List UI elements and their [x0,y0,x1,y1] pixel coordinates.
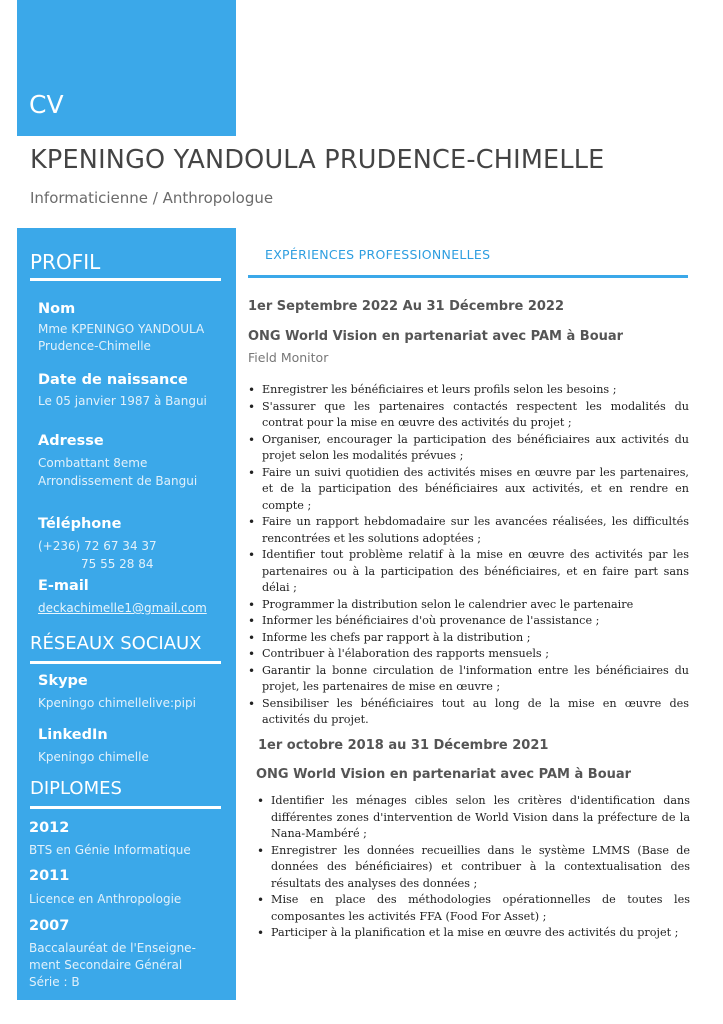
nom-line: Mme KPENINGO YANDOULA [38,322,205,336]
diplomas-title: DIPLOMES [30,778,122,799]
job-task: • Sensibiliser les bénéficiaires tout au long de la mise en œuvre des activités du projet. [248,696,689,729]
job-task: • Informe les chefs par rapport à la distribution ; [248,630,689,647]
profil-title: PROFIL [30,250,101,274]
phone-line: (+236) 72 67 34 37 [38,539,157,553]
diploma-year: 2012 [29,820,70,836]
job-task: • Programmer la distribution selon le calendrier avec le partenaire [248,597,689,614]
job-task: • Identifier tout problème relatif à la mise en œuvre des activités par les partenaires ou à la participation des bénéficiaires, et en faire part sans délai ; [248,547,689,597]
profile-sidebar [17,228,236,1000]
candidate-role: Informaticienne / Anthropologue [30,189,274,207]
diploma-year: 2007 [29,918,70,934]
job-task: • S'assurer que les partenaires contactés respectent les modalités du contrat pour la mise en œuvre des activités du projet ; [248,399,689,432]
linkedin-value: Kpeningo chimelle [38,750,149,764]
job-task: • Faire un suivi quotidien des activités mises en œuvre par les partenaires, et de la participation des bénéficiaires aux activités, et en rendre en compte ; [248,465,689,515]
job-position: Field Monitor [248,350,329,365]
job-task-list [248,382,689,729]
address-label: Adresse [38,433,104,449]
job-task: • Informer les bénéficiaires d'où provenance de l'assistance ; [248,613,689,630]
address-line: Combattant 8eme [38,456,148,470]
experience-title: EXPÉRIENCES PROFESSIONNELLES [265,247,491,262]
birth-value: Le 05 janvier 1987 à Bangui [38,394,207,408]
job-task: • Enregistrer les bénéficiaires et leurs profils selon les besoins ; [248,382,689,399]
job-organization: ONG World Vision en partenariat avec PAM à Bouar [248,329,624,344]
nom-label: Nom [38,301,76,317]
diploma-name: Série : B [29,975,80,989]
nom-line: Prudence-Chimelle [38,339,151,353]
diploma-name: BTS en Génie Informatique [29,843,191,857]
social-title: RÉSEAUX SOCIAUX [30,633,202,654]
address-line: Arrondissement de Bangui [38,474,198,488]
diploma-year: 2011 [29,868,70,884]
diploma-name: Baccalauréat de l'Enseigne- [29,941,196,955]
job-task: • Mise en place des méthodologies opérationnelles de toutes les composantes les activités FFA (Food For Asset) ; [257,892,690,925]
job-task: • Faire un rapport hebdomadaire sur les avancées réalisées, les difficultés rencontrées et les solutions adoptées ; [248,514,689,547]
profil-divider [30,278,221,281]
job-task: • Contribuer à l'élaboration des rapports mensuels ; [248,646,689,663]
email-link[interactable]: deckachimelle1@gmail.com [38,601,207,615]
job-task: • Enregistrer les données recueillies dans le système LMMS (Base de données des bénéficiaires) et contribuer à la contextualisation des résultats des analyses des données ; [257,843,690,893]
job-task: • Participer à la planification et la mise en œuvre des activités du projet ; [257,925,690,942]
diplomas-divider [30,806,221,809]
diploma-name: Licence en Anthropologie [29,892,182,906]
skype-value: Kpeningo chimellelive:pipi [38,696,196,710]
job-date: 1er Septembre 2022 Au 31 Décembre 2022 [248,299,565,314]
linkedin-label: LinkedIn [38,727,108,743]
cv-label: CV [29,90,64,119]
job-task: • Garantir la bonne circulation de l'information entre les bénéficiaires du projet, les partenaires de mise en œuvre ; [248,663,689,696]
phone-label: Téléphone [38,516,122,532]
job-date: 1er octobre 2018 au 31 Décembre 2021 [258,738,549,753]
email-label: E-mail [38,578,89,594]
birth-label: Date de naissance [38,372,188,388]
social-divider [30,661,221,664]
diploma-name: ment Secondaire Général [29,958,183,972]
job-task: • Identifier les ménages cibles selon les critères d'identification dans différentes zones d'intervention de World Vision dans la préfecture de la Nana-Mambéré ; [257,793,690,843]
experience-divider [248,275,688,278]
job-task: • Organiser, encourager la participation des bénéficiaires aux activités du projet selon les modalités prévues ; [248,432,689,465]
skype-label: Skype [38,673,88,689]
job-organization: ONG World Vision en partenariat avec PAM à Bouar [256,767,632,782]
candidate-name: KPENINGO YANDOULA PRUDENCE-CHIMELLE [30,145,605,175]
phone-line: 75 55 28 84 [81,557,154,571]
job-task-list [257,793,690,942]
cv-banner [17,0,236,136]
